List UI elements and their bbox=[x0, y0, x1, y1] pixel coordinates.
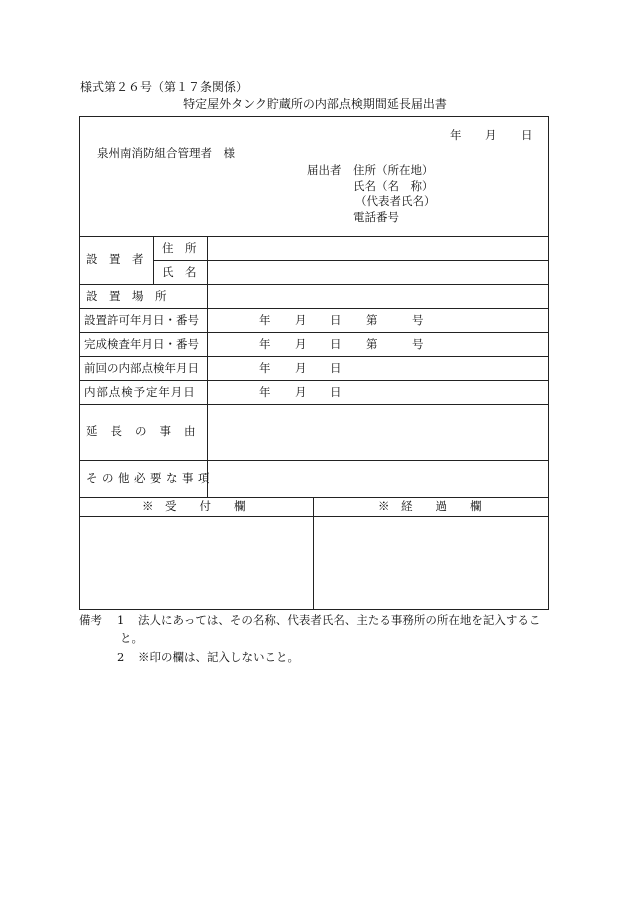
previous-month: 月 bbox=[295, 361, 307, 375]
inspection-day: 日 bbox=[330, 337, 342, 351]
permit-day: 日 bbox=[330, 313, 342, 327]
form-number: 様式第２６号（第１７条関係） bbox=[80, 80, 249, 94]
note-1-line-2: と。 bbox=[120, 631, 143, 645]
previous-label: 前回の内部点検年月日 bbox=[84, 361, 199, 375]
planned-month: 月 bbox=[295, 385, 307, 399]
rule bbox=[79, 404, 549, 405]
permit-label: 設置許可年月日・番号 bbox=[84, 313, 199, 327]
planned-label: 内部点検予定年月日 bbox=[84, 385, 196, 399]
applicant-phone: 電話番号 bbox=[353, 210, 399, 224]
rule bbox=[79, 284, 549, 285]
form-title: 特定屋外タンク貯蔵所の内部点検期間延長届出書 bbox=[183, 97, 447, 111]
rule bbox=[79, 516, 549, 517]
previous-year: 年 bbox=[259, 361, 271, 375]
rule bbox=[153, 236, 154, 284]
rule bbox=[79, 308, 549, 309]
notes-label: 備考 bbox=[79, 613, 102, 627]
rule bbox=[79, 236, 549, 237]
applicant-label: 届出者 bbox=[307, 163, 342, 177]
rule bbox=[79, 497, 549, 498]
note-2-number: 2 bbox=[117, 650, 125, 664]
planned-day: 日 bbox=[330, 385, 342, 399]
location-label: 設 置 場 所 bbox=[86, 289, 167, 303]
permit-go: 号 bbox=[412, 313, 424, 327]
reason-label: 延長の事由 bbox=[86, 424, 209, 438]
rule bbox=[79, 332, 549, 333]
date-year: 年 bbox=[450, 128, 462, 142]
rule bbox=[153, 260, 549, 261]
addressee: 泉州南消防組合管理者 様 bbox=[97, 146, 235, 160]
progress-header: ※ 経 過 欄 bbox=[378, 499, 482, 513]
note-2-text: ※印の欄は、記入しないこと。 bbox=[138, 650, 299, 664]
inspection-go: 号 bbox=[412, 337, 424, 351]
inspection-label: 完成検査年月日・番号 bbox=[84, 337, 199, 351]
inspection-dai: 第 bbox=[366, 337, 378, 351]
rule bbox=[207, 236, 208, 497]
reception-header: ※ 受 付 欄 bbox=[142, 499, 246, 513]
inspection-month: 月 bbox=[295, 337, 307, 351]
permit-year: 年 bbox=[259, 313, 271, 327]
planned-year: 年 bbox=[259, 385, 271, 399]
rule bbox=[79, 380, 549, 381]
installer-label: 設 置 者 bbox=[86, 252, 144, 266]
date-day: 日 bbox=[521, 128, 533, 142]
inspection-year: 年 bbox=[259, 337, 271, 351]
installer-address-label: 住 所 bbox=[162, 241, 197, 255]
permit-dai: 第 bbox=[366, 313, 378, 327]
permit-month: 月 bbox=[295, 313, 307, 327]
installer-name-label: 氏 名 bbox=[162, 265, 197, 279]
rule bbox=[313, 497, 314, 610]
applicant-representative: （代表者氏名） bbox=[355, 194, 436, 208]
applicant-name: 氏名（名 称） bbox=[353, 179, 434, 193]
date-month: 月 bbox=[485, 128, 497, 142]
applicant-address: 住所（所在地） bbox=[353, 163, 434, 177]
previous-day: 日 bbox=[330, 361, 342, 375]
rule bbox=[79, 460, 549, 461]
other-label: その他必要な事項 bbox=[86, 471, 214, 485]
note-1-number: 1 bbox=[117, 613, 125, 627]
rule bbox=[79, 356, 549, 357]
note-1-line-1: 法人にあっては、その名称、代表者氏名、主たる事務所の所在地を記入するこ bbox=[138, 613, 541, 627]
